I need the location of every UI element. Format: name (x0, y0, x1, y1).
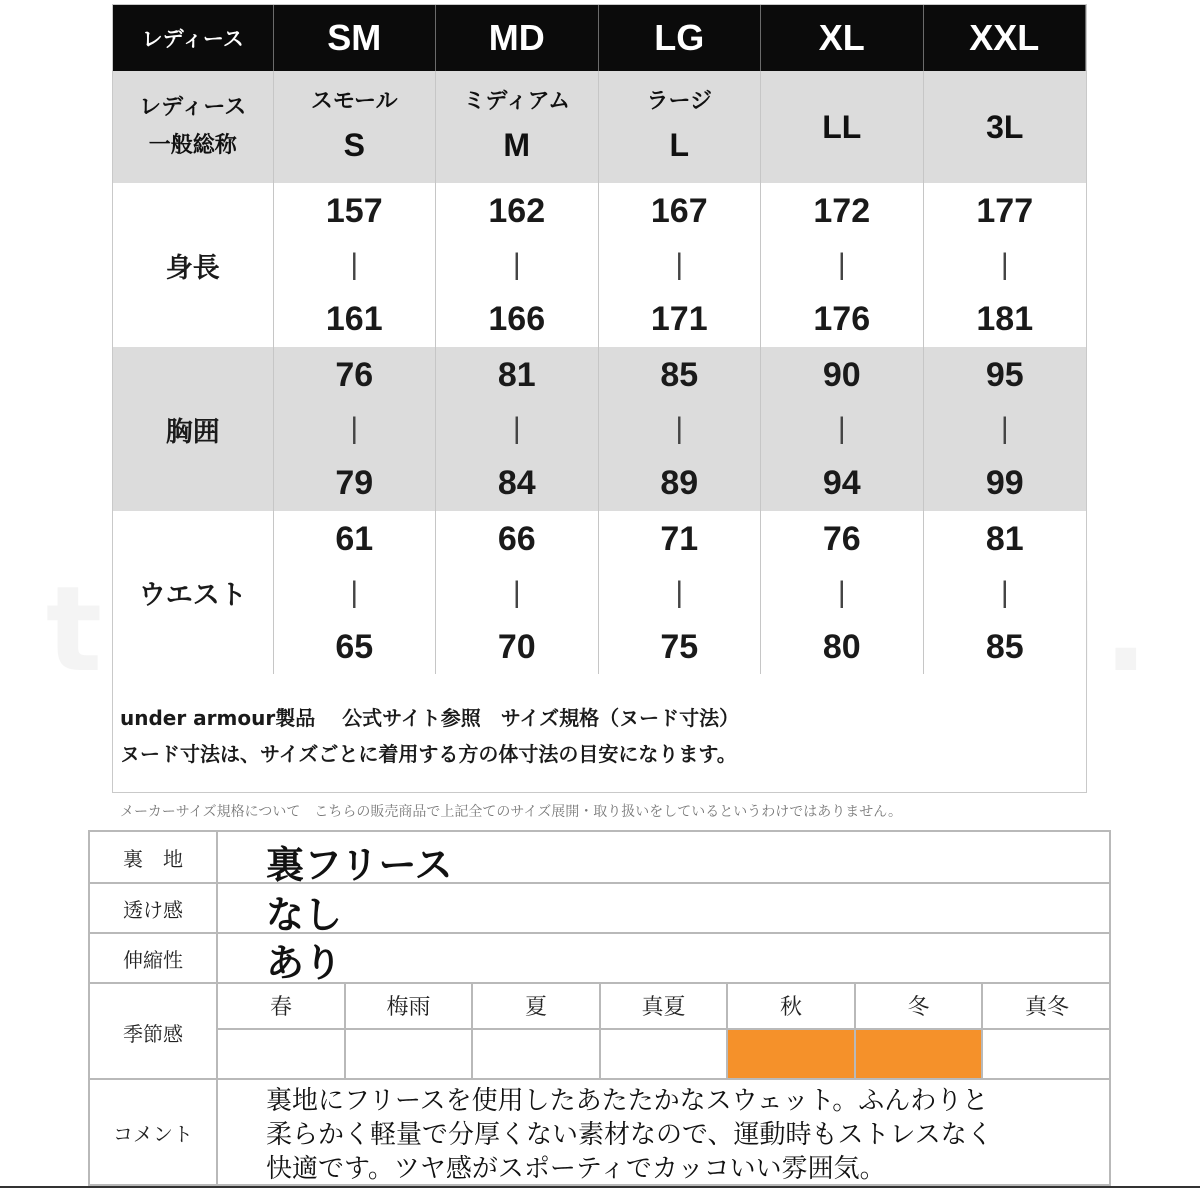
range-separator: | (512, 248, 521, 281)
season-grid (218, 982, 1111, 1078)
waist-range-l (599, 511, 762, 674)
range-min: 76 (335, 356, 374, 394)
range-max: 99 (985, 464, 1024, 502)
general-name-l (599, 71, 762, 183)
disclaimer-text: メーカーサイズ規格について こちらの販売商品で上記全てのサイズ展開・取り扱いをしているというわけではありません。 (120, 804, 903, 820)
comment-line: 快適です。ツヤ感がスポーティでカッコいい雰囲気。 (266, 1154, 886, 1184)
comment-text (266, 1084, 1106, 1186)
size-kana: ミディアム (463, 89, 571, 114)
range-separator: | (837, 412, 846, 445)
season-midwinter: 真冬 (983, 982, 1111, 1030)
waist-label: ウエスト (113, 511, 274, 674)
size-kana: スモール (310, 89, 398, 114)
range-max: 84 (497, 464, 536, 502)
range-max: 89 (660, 464, 699, 502)
season-label: 季節感 (90, 984, 218, 1080)
sheer-value: なし (266, 893, 343, 937)
chest-range-ll (761, 347, 924, 511)
range-min: 66 (497, 519, 536, 558)
lining-label: 裏 地 (90, 832, 218, 882)
height-range-ll (761, 183, 924, 347)
header-size-sm: SM (274, 5, 437, 71)
range-separator: | (1000, 248, 1009, 281)
range-max: 65 (335, 627, 374, 666)
height-range-s (274, 183, 437, 347)
general-name-label-line1: レディース (139, 95, 247, 120)
season-indicator (346, 1030, 473, 1078)
range-max: 176 (813, 300, 871, 338)
header-size-lg: LG (599, 5, 762, 71)
general-name-3l (924, 71, 1087, 183)
range-min: 61 (335, 519, 374, 558)
header-size-xl: XL (761, 5, 924, 71)
range-separator: | (350, 248, 359, 281)
range-min: 157 (325, 192, 383, 230)
general-name-ll (761, 71, 924, 183)
range-separator: | (675, 248, 684, 281)
divider (90, 932, 1109, 934)
range-max: 181 (976, 300, 1034, 338)
range-max: 80 (822, 627, 861, 666)
general-name-m (436, 71, 599, 183)
season-indicator (728, 1030, 856, 1078)
comment-label: コメント (90, 1080, 218, 1184)
season-summer: 夏 (473, 982, 601, 1030)
season-indicator (218, 1030, 346, 1078)
size-note-line1: under armour製品 公式サイト参照 サイズ規格（ヌード寸法） (120, 706, 740, 730)
season-indicator (601, 1030, 728, 1078)
range-max: 85 (985, 627, 1024, 666)
general-name-row (113, 71, 1086, 184)
waist-range-ll (761, 511, 924, 674)
range-min: 177 (976, 192, 1034, 230)
product-info-table (88, 830, 1111, 1186)
general-name-s (274, 71, 437, 183)
range-max: 70 (497, 627, 536, 666)
range-min: 95 (985, 356, 1024, 394)
size-note-line2: ヌード寸法は、サイズごとに着用する方の体寸法の目安になります。 (120, 742, 737, 766)
range-max: 171 (650, 300, 708, 338)
season-autumn: 秋 (728, 982, 856, 1030)
season-indicator (856, 1030, 983, 1078)
range-separator: | (837, 248, 846, 281)
range-min: 90 (822, 356, 861, 394)
divider (90, 1078, 1109, 1080)
sheer-label: 透け感 (90, 884, 218, 932)
range-separator: | (350, 575, 359, 609)
size-kana: ラージ (646, 89, 713, 114)
size-letter: 3L (986, 109, 1024, 145)
header-category-cell: レディース (113, 5, 274, 71)
comment-line: 裏地にフリースを使用したあたたかなスウェット。ふんわりと (266, 1086, 989, 1116)
range-separator: | (350, 412, 359, 445)
range-max: 161 (325, 300, 383, 338)
stretch-label: 伸縮性 (90, 934, 218, 982)
range-min: 81 (985, 519, 1024, 558)
range-min: 162 (488, 192, 546, 230)
season-rainy: 梅雨 (346, 982, 473, 1030)
size-header-row (113, 5, 1086, 71)
size-note (113, 674, 1086, 792)
waist-range-s (274, 511, 437, 674)
range-max: 79 (335, 464, 374, 502)
height-range-m (436, 183, 599, 347)
chest-range-m (436, 347, 599, 511)
size-letter: M (503, 127, 531, 163)
waist-range-m (436, 511, 599, 674)
size-chart-table (112, 4, 1087, 793)
divider (90, 882, 1109, 884)
range-min: 76 (822, 519, 861, 558)
range-separator: | (512, 575, 521, 609)
range-separator: | (675, 575, 684, 609)
bottom-rule (0, 1186, 1200, 1188)
range-min: 172 (813, 192, 871, 230)
range-min: 71 (660, 519, 699, 558)
season-winter: 冬 (856, 982, 983, 1030)
season-indicator (983, 1030, 1111, 1078)
range-min: 167 (650, 192, 708, 230)
size-letter: LL (822, 109, 862, 145)
height-label: 身長 (113, 183, 274, 347)
range-max: 166 (488, 300, 546, 338)
lining-value: 裏フリース (266, 843, 453, 887)
chest-range-s (274, 347, 437, 511)
range-separator: | (512, 412, 521, 445)
height-range-l (599, 183, 762, 347)
season-midsummer: 真夏 (601, 982, 728, 1030)
stretch-value: あり (266, 941, 343, 985)
height-range-3l (924, 183, 1087, 347)
season-indicator (473, 1030, 601, 1078)
range-separator: | (1000, 575, 1009, 609)
chest-range-3l (924, 347, 1087, 511)
size-letter: L (669, 127, 690, 163)
waist-row (113, 511, 1086, 675)
range-max: 75 (660, 627, 699, 666)
height-row (113, 183, 1086, 348)
header-size-md: MD (436, 5, 599, 71)
waist-range-3l (924, 511, 1087, 674)
header-size-xxl: XXL (924, 5, 1087, 71)
season-spring: 春 (218, 982, 346, 1030)
size-letter: S (343, 127, 365, 163)
range-max: 94 (822, 464, 861, 502)
range-min: 81 (497, 356, 536, 394)
chest-label: 胸囲 (113, 347, 274, 511)
range-separator: | (675, 412, 684, 445)
chest-range-l (599, 347, 762, 511)
range-separator: | (837, 575, 846, 609)
general-name-label (113, 71, 274, 183)
range-min: 85 (660, 356, 699, 394)
comment-line: 柔らかく軽量で分厚くない素材なので、運動時もストレスなく (266, 1120, 993, 1150)
range-separator: | (1000, 412, 1009, 445)
chest-row (113, 347, 1086, 512)
general-name-label-line2: 一般総称 (148, 133, 237, 158)
